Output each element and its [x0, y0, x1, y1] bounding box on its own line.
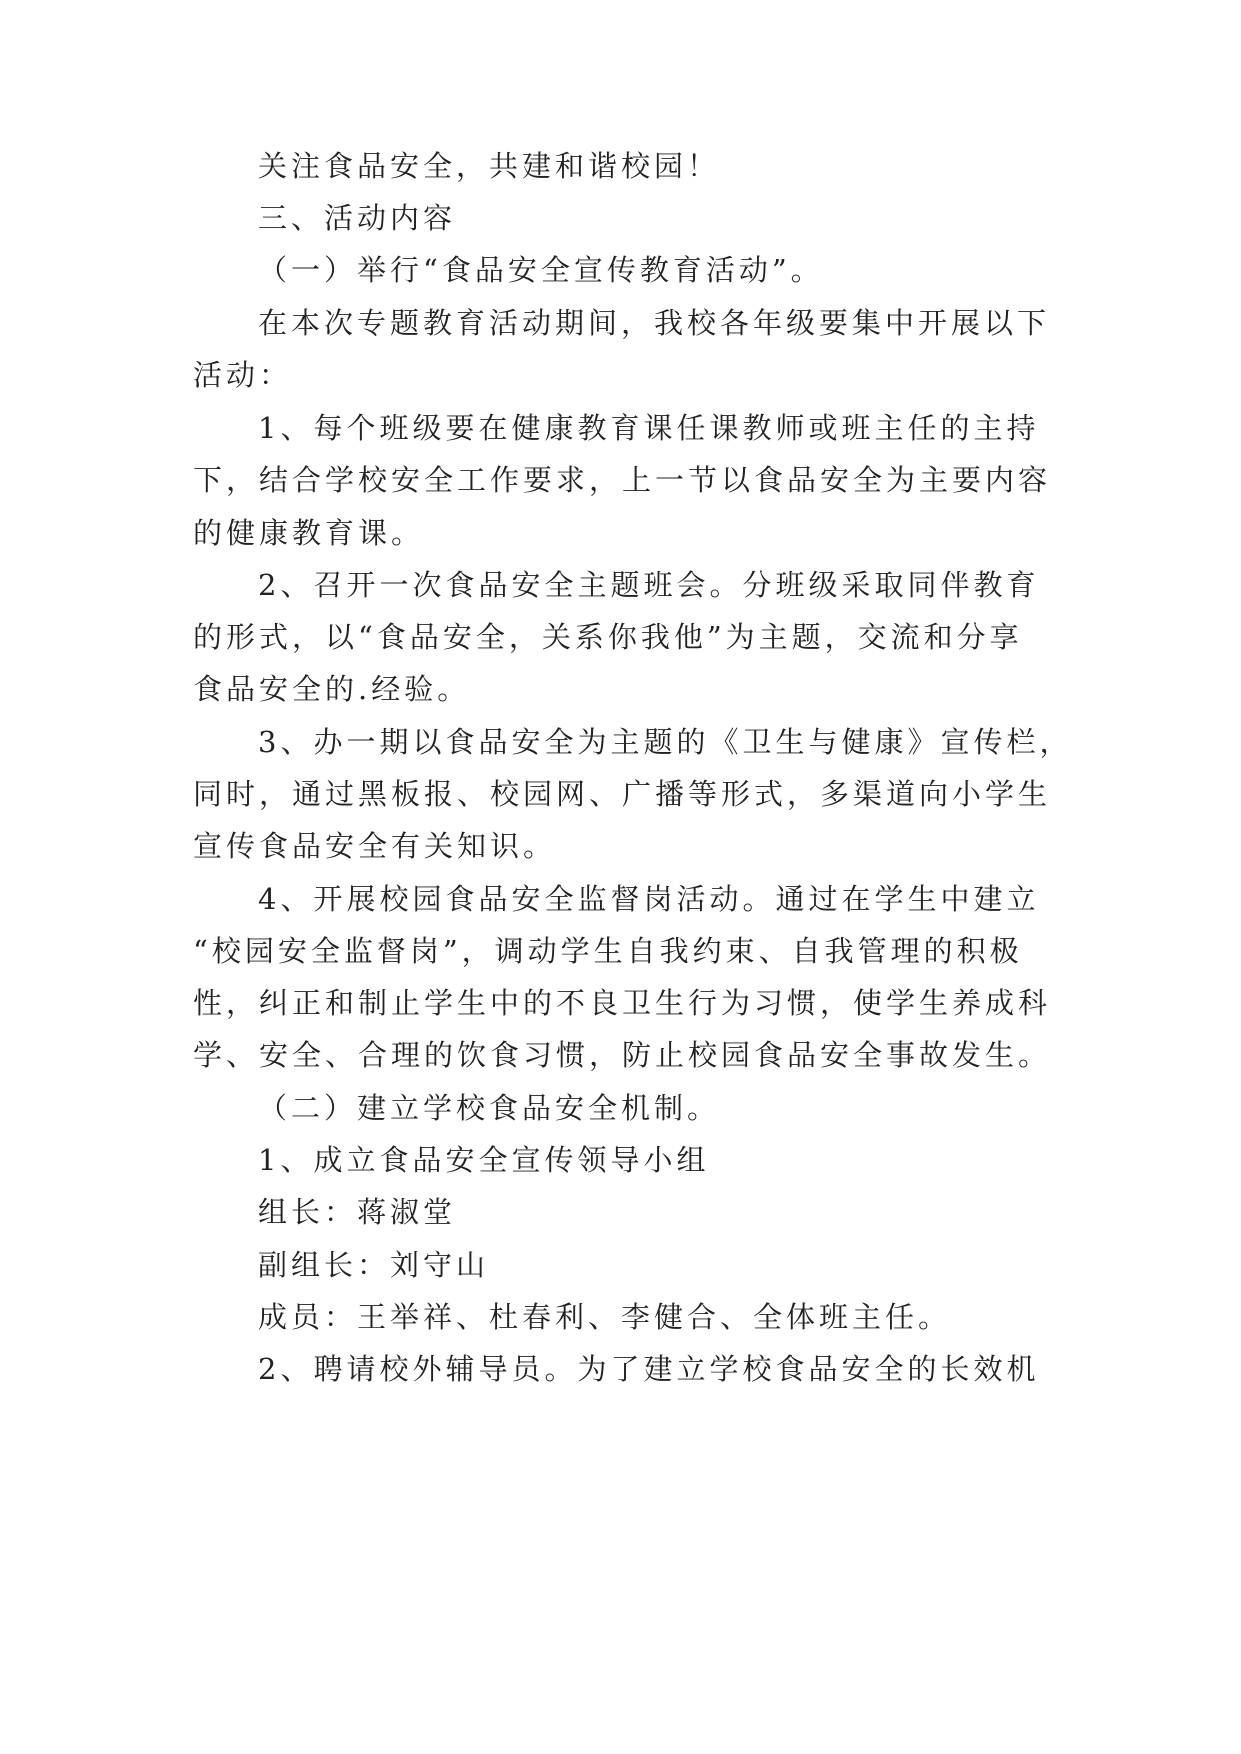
subsection-heading-1: （一）举行“食品安全宣传教育活动”。 [258, 253, 824, 287]
paragraph-line: 同时，通过黑板报、校园网、广播等形式，多渠道向小学生 [193, 777, 1052, 811]
paragraph-line: 宣传食品安全有关知识。 [193, 829, 557, 863]
slogan-line: 关注食品安全，共建和谐校园！ [258, 149, 721, 183]
paragraph-line: 下，结合学校安全工作要求，上一节以食品安全为主要内容 [193, 463, 1052, 497]
paragraph-line: “校园安全监督岗”，调动学生自我约束、自我管理的积极 [193, 934, 1023, 968]
paragraph-line: 的健康教育课。 [193, 516, 425, 550]
paragraph-line: 1、成立食品安全宣传领导小组 [258, 1143, 710, 1177]
paragraph-line: 性，纠正和制止学生中的不良卫生行为习惯，使学生养成科 [193, 986, 1052, 1020]
deputy-leader-line: 副组长：刘守山 [258, 1248, 490, 1282]
paragraph-line: 的形式，以“食品安全，关系你我他”为主题，交流和分享 [193, 620, 1023, 654]
members-line: 成员：王举祥、杜春利、李健合、全体班主任。 [258, 1300, 952, 1334]
paragraph-line: 2、聘请校外辅导员。为了建立学校食品安全的长效机 [258, 1352, 1040, 1386]
paragraph-line: 食品安全的.经验。 [193, 672, 471, 706]
paragraph-line: 1、每个班级要在健康教育课任课教师或班主任的主持 [258, 411, 1040, 445]
paragraph-line: 活动： [193, 358, 293, 392]
subsection-heading-2: （二）建立学校食品安全机制。 [258, 1091, 721, 1125]
paragraph-line: 3、办一期以食品安全为主题的《卫生与健康》宣传栏， [258, 725, 1073, 759]
paragraph-line: 2、召开一次食品安全主题班会。分班级采取同伴教育 [258, 568, 1040, 602]
group-leader-line: 组长：蒋淑堂 [258, 1195, 457, 1229]
paragraph-line: 学、安全、合理的饮食习惯，防止校园食品安全事故发生。 [193, 1038, 1052, 1072]
paragraph-line: 4、开展校园食品安全监督岗活动。通过在学生中建立 [258, 882, 1040, 916]
section-heading-activity-content: 三、活动内容 [258, 201, 457, 235]
paragraph-line: 在本次专题教育活动期间，我校各年级要集中开展以下 [258, 306, 1051, 340]
